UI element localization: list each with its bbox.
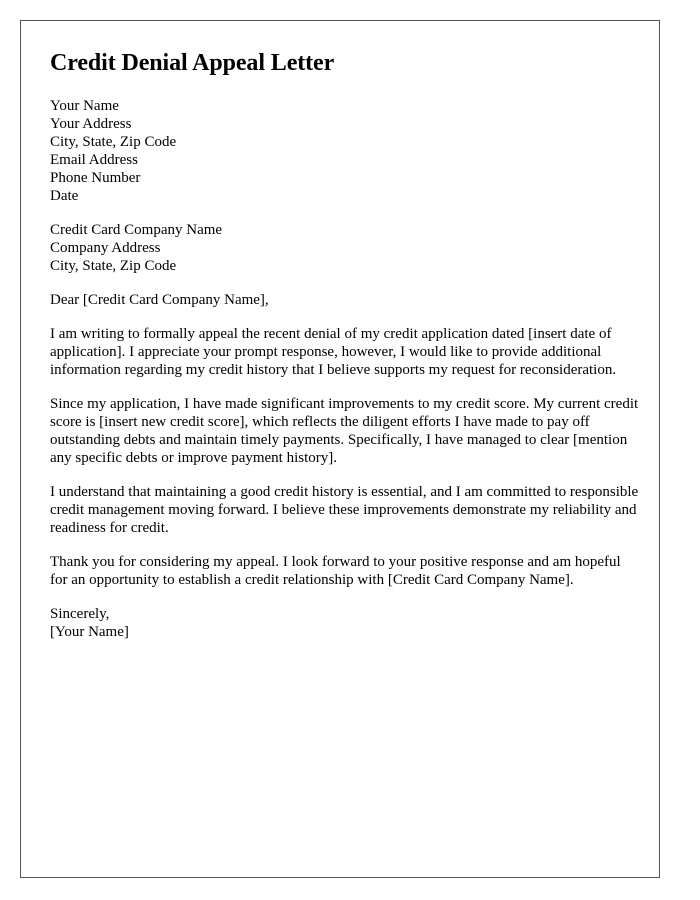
salutation: Dear [Credit Card Company Name], <box>50 292 269 308</box>
recipient-address: Company Address <box>50 240 161 256</box>
letter-content <box>50 47 640 641</box>
letter-page <box>20 20 660 878</box>
sender-email: Email Address <box>50 152 138 168</box>
recipient-city-state-zip: City, State, Zip Code <box>50 258 177 274</box>
sender-name: Your Name <box>50 98 119 114</box>
closing: Sincerely, <box>50 606 110 622</box>
sender-date: Date <box>50 188 79 204</box>
sender-address: Your Address <box>50 116 132 132</box>
recipient-block <box>50 221 640 275</box>
closing-block <box>50 605 640 641</box>
signature: [Your Name] <box>50 624 129 640</box>
letter-title: Credit Denial Appeal Letter <box>50 50 335 76</box>
body-paragraph: Thank you for considering my appeal. I look forward to your positive response and am hopeful for an opportunity to establish a credit relationship with [Credit Card Company Name]. <box>50 554 621 588</box>
sender-block <box>50 97 640 205</box>
body-paragraph: I understand that maintaining a good credit history is essential, and I am committed to responsible credit management moving forward. I believe these improvements demonstrate my reliability and readiness for credit. <box>50 484 639 536</box>
recipient-company: Credit Card Company Name <box>50 222 223 238</box>
sender-city-state-zip: City, State, Zip Code <box>50 134 177 150</box>
body-paragraph: Since my application, I have made significant improvements to my credit score. My current credit score is [insert new credit score], which reflects the diligent efforts I have made to pay off outstanding debts and maintain timely payments. Specifically, I have managed to clear [mention any specific debts or improve payment history]. <box>50 396 639 466</box>
body-paragraph: I am writing to formally appeal the recent denial of my credit application dated [insert date of application]. I appreciate your prompt response, however, I would like to provide additional information regarding my credit history that I believe supports my request for reconsideration. <box>50 326 617 378</box>
sender-phone: Phone Number <box>50 170 141 186</box>
